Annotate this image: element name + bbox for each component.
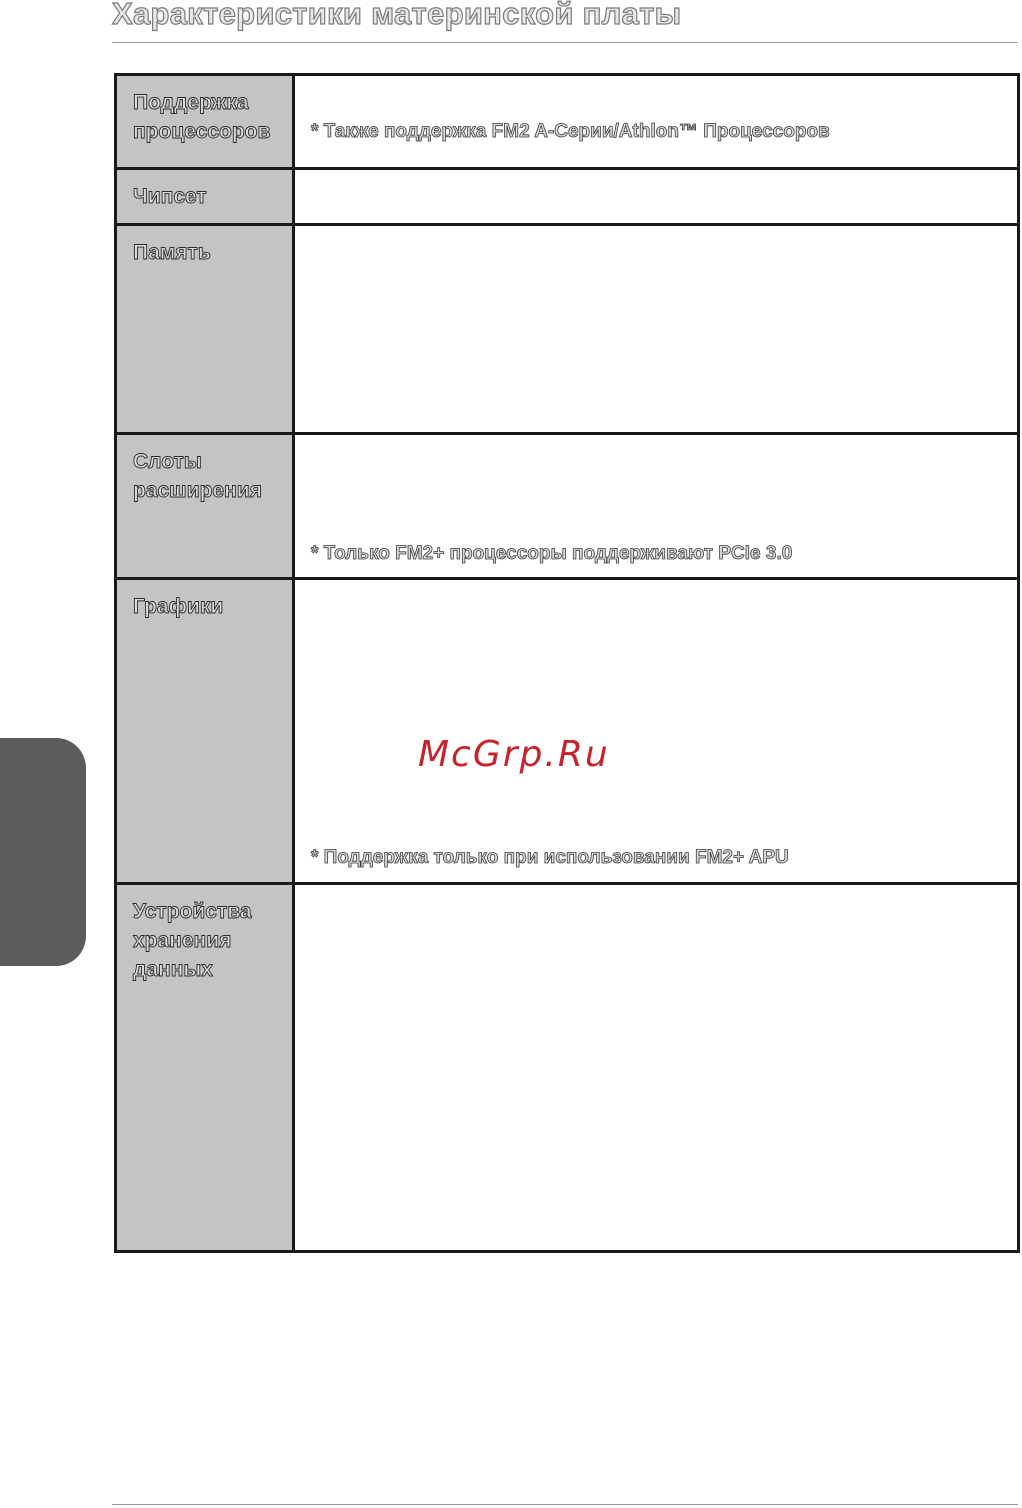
row-label: Графики	[133, 595, 224, 618]
table-row-graphics	[116, 579, 1019, 884]
chipset-label-cell	[116, 169, 294, 225]
row-label: Память	[133, 241, 211, 264]
graphics-value-cell	[294, 579, 1019, 884]
row-label: Чипсет	[133, 185, 207, 208]
side-tab	[0, 738, 86, 966]
specs-table	[114, 73, 1020, 1253]
row-note: * Также поддержка FM2 A-Серии/Athlon™ Процессоров	[311, 121, 830, 142]
watermark: McGrp.Ru	[418, 734, 610, 775]
row-label: Поддержка процессоров	[133, 91, 271, 143]
row-label: Устройства хранения данных	[133, 900, 252, 981]
row-label: Слоты расширения	[133, 450, 262, 502]
memory-value-cell	[294, 225, 1019, 434]
storage-value-cell	[294, 884, 1019, 1252]
chipset-value-cell	[294, 169, 1019, 225]
graphics-label-cell	[116, 579, 294, 884]
storage-label-cell	[116, 884, 294, 1252]
footer-divider	[112, 1504, 1018, 1505]
table-row-chipset	[116, 169, 1019, 225]
table-row-expansion	[116, 434, 1019, 579]
row-note: * Только FM2+ процессоры поддерживают PCIe 3.0	[311, 543, 793, 564]
cpu-value-cell	[294, 75, 1019, 169]
expansion-label-cell	[116, 434, 294, 579]
cpu-label-cell	[116, 75, 294, 169]
table-row-memory	[116, 225, 1019, 434]
row-note: * Поддержка только при использовании FM2+ APU	[311, 847, 789, 868]
expansion-value-cell	[294, 434, 1019, 579]
memory-label-cell	[116, 225, 294, 434]
page-title: Характеристики материнской платы	[112, 0, 682, 31]
table-row-cpu	[116, 75, 1019, 169]
table-row-storage	[116, 884, 1019, 1252]
title-divider	[112, 42, 1018, 43]
